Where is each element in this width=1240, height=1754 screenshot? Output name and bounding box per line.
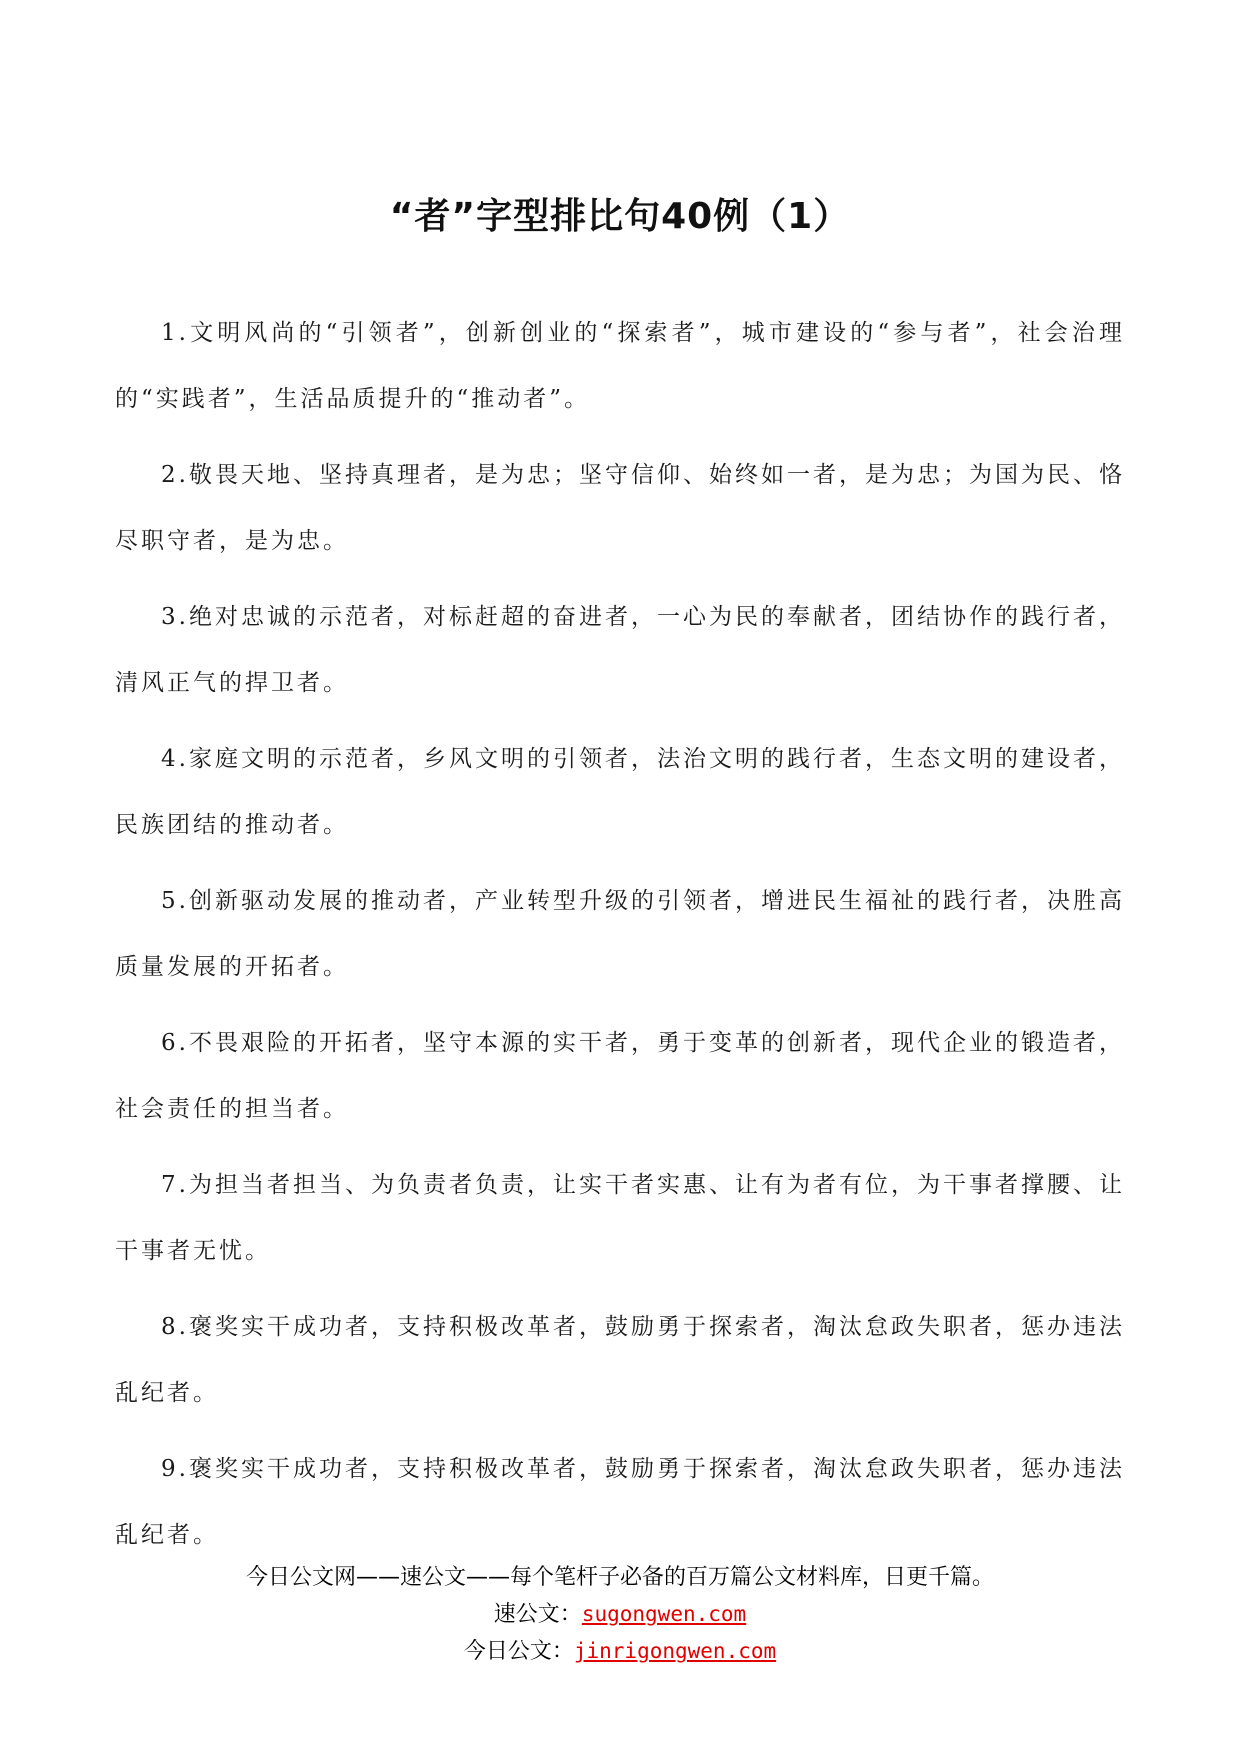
document-body (115, 300, 1125, 1578)
footer-jinri-line (0, 1633, 1240, 1670)
paragraph-1: 1.文明风尚的“引领者”，创新创业的“探索者”，城市建设的“参与者”，社会治理的“实践者”，生活品质提升的“推动者”。 (115, 320, 1125, 412)
jinri-label: 今日公文： (463, 1639, 574, 1664)
paragraph-6: 6.不畏艰险的开拓者，坚守本源的实干者，勇于变革的创新者，现代企业的锻造者，社会责任的担当者。 (115, 1030, 1125, 1122)
paragraph-4: 4.家庭文明的示范者，乡风文明的引领者，法治文明的践行者，生态文明的建设者，民族团结的推动者。 (115, 746, 1125, 838)
footer-slogan: 今日公文网——速公文——每个笔杆子必备的百万篇公文材料库，日更千篇。 (245, 1565, 994, 1590)
footer-sugongwen-line (0, 1596, 1240, 1633)
jinrigongwen-link[interactable]: jinrigongwen.com (573, 1639, 777, 1663)
paragraph-9: 9.褒奖实干成功者，支持积极改革者，鼓励勇于探索者，淘汰怠政失职者，惩办违法乱纪者。 (115, 1456, 1125, 1548)
document-title: “者”字型排比句40例（1） (389, 196, 851, 237)
paragraph-2: 2.敬畏天地、坚持真理者，是为忠；坚守信仰、始终如一者，是为忠；为国为民、恪尽职守者，是为忠。 (115, 462, 1125, 554)
paragraph-3: 3.绝对忠诚的示范者，对标赶超的奋进者，一心为民的奉献者，团结协作的践行者，清风正气的捍卫者。 (115, 604, 1125, 696)
sugongwen-label: 速公文： (493, 1602, 582, 1627)
paragraph-5: 5.创新驱动发展的推动者，产业转型升级的引领者，增进民生福祉的践行者，决胜高质量发展的开拓者。 (115, 888, 1125, 980)
paragraph-8: 8.褒奖实干成功者，支持积极改革者，鼓励勇于探索者，淘汰怠政失职者，惩办违法乱纪者。 (115, 1314, 1125, 1406)
sugongwen-link[interactable]: sugongwen.com (581, 1602, 747, 1626)
site-footer (0, 1560, 1240, 1670)
paragraph-7: 7.为担当者担当、为负责者负责，让实干者实惠、让有为者有位，为干事者撑腰、让干事者无忧。 (115, 1172, 1125, 1264)
